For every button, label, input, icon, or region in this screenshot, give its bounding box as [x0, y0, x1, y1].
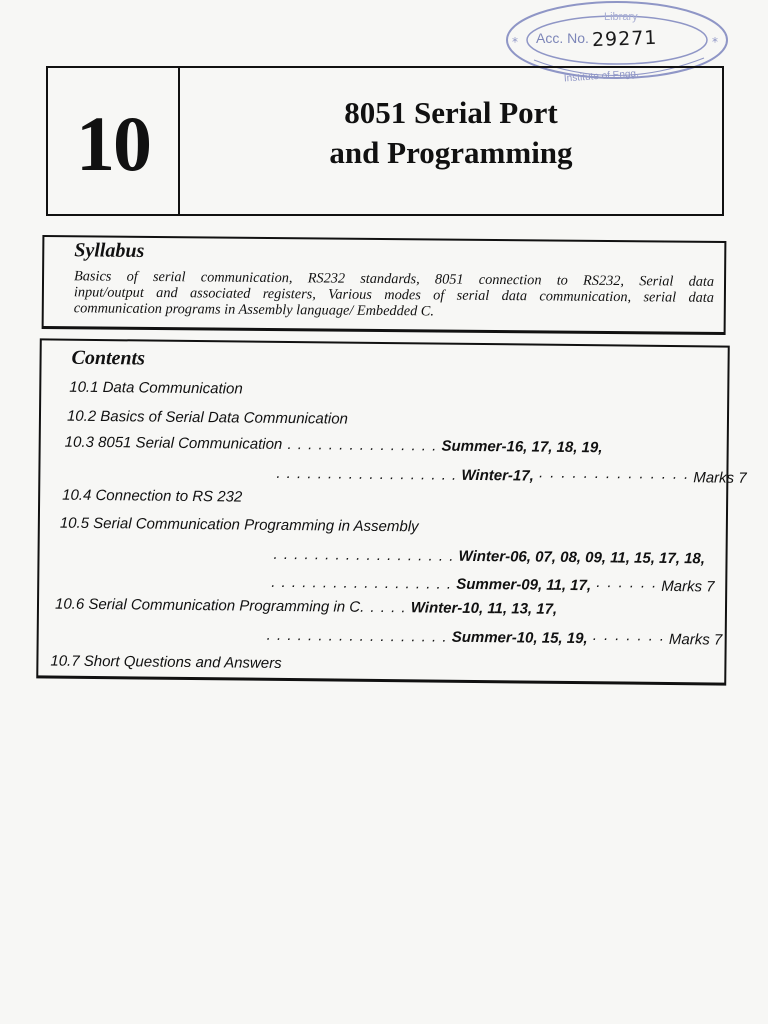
stamp-acc-number: 29271 [591, 26, 658, 52]
toc-item-title: 10.2 Basics of Serial Data Communication [66, 407, 349, 428]
syllabus-heading: Syllabus [74, 239, 145, 262]
syllabus-line: communication programs in Assembly language/ Embedded C. [73, 300, 435, 320]
toc-marks: Marks 7 [693, 469, 747, 487]
toc-item-10-5-cont [273, 546, 705, 568]
toc-exam-sessions: Winter-10, 11, 13, 17, [410, 599, 558, 618]
leader-dots: . . . . . [360, 598, 407, 617]
toc-item-10-5-cont2 [271, 574, 714, 596]
toc-item-10-6-cont [267, 627, 723, 649]
leader-dots: . . . . . . . . . . . . . . . . . . [273, 545, 455, 565]
leader-dots: · · · · · · · · · · · · · · [537, 467, 690, 487]
toc-item-10-6 [55, 596, 557, 618]
toc-item-10-3-cont [276, 465, 746, 487]
leader-dots: . . . . . . . . . . . . . . . . . . [276, 464, 458, 484]
syllabus-box [42, 235, 727, 335]
toc-item-10-2 [67, 408, 348, 428]
contents-box [36, 338, 747, 685]
leader-dots: · · · · · · · [591, 630, 665, 648]
toc-item-title: 10.7 Short Questions and Answers [50, 652, 282, 672]
leader-dots: . . . . . . . . . . . . . . . . . . [266, 626, 448, 646]
toc-item-10-1 [69, 379, 243, 398]
syllabus-line: input/output and associated registers, Various modes of serial data communication, serial data [73, 284, 714, 306]
toc-exam-sessions: Winter-17, [461, 466, 534, 485]
chapter-number: 10 [48, 68, 180, 214]
toc-item-10-3 [65, 434, 603, 457]
toc-marks: Marks 7 [668, 631, 723, 649]
toc-item-10-7 [50, 653, 281, 672]
svg-text:*: * [712, 35, 718, 49]
chapter-title [180, 68, 722, 214]
toc-exam-sessions: Summer-10, 15, 19, [451, 628, 588, 648]
chapter-title-line2: and Programming [329, 135, 573, 170]
toc-exam-sessions: Summer-16, 17, 18, 19, [441, 437, 603, 457]
stamp-acc-label: Acc. No. [536, 30, 589, 46]
leader-dots: . . . . . . . . . . . . . . . . . . [271, 573, 453, 593]
toc-item-title: 10.5 Serial Communication Programming in Assembly [59, 514, 419, 536]
contents-heading: Contents [71, 346, 146, 370]
toc-marks: Marks 7 [661, 577, 715, 596]
toc-item-10-4 [62, 487, 242, 506]
svg-text:Institute of Engg.: Institute of Engg. [563, 68, 640, 85]
leader-dots: . . . . . . . . . . . . . . . [282, 435, 438, 455]
syllabus-line: Basics of serial communication, RS232 standards, 8051 connection to RS232, Serial data [73, 268, 715, 290]
toc-exam-sessions: Summer-09, 11, 17, [456, 575, 592, 595]
toc-item-title: 10.3 8051 Serial Communication [64, 433, 283, 453]
chapter-title-line1: 8051 Serial Port [344, 95, 558, 130]
toc-item-title: 10.6 Serial Communication Programming in C [54, 595, 361, 616]
toc-item-title: 10.4 Connection to RS 232 [62, 486, 243, 506]
toc-item-title: 10.1 Data Communication [69, 378, 243, 398]
chapter-header [46, 66, 724, 216]
toc-exam-sessions: Winter-06, 07, 08, 09, 11, 15, 17, 18, [458, 547, 706, 568]
toc-item-10-5 [60, 515, 419, 536]
svg-text:Library: Library [604, 11, 638, 23]
leader-dots: · · · · · · [595, 577, 658, 595]
svg-text:*: * [512, 35, 518, 49]
syllabus-text [74, 268, 714, 322]
